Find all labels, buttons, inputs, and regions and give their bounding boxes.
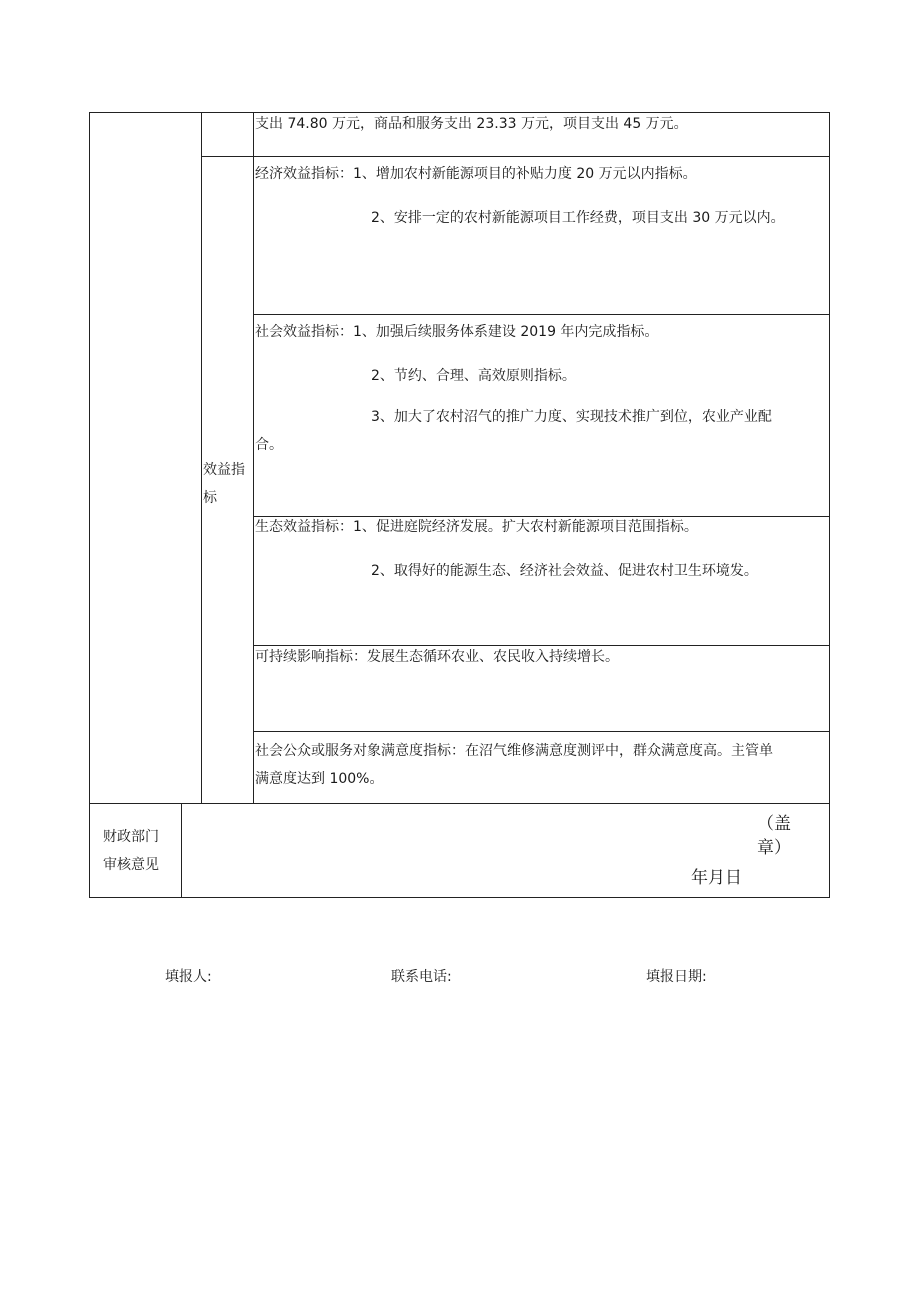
economic-indicator-2: 2、安排一定的农村新能源项目工作经费，项目支出 30 万元以内。 [371,210,785,226]
table-bottom-border [89,897,830,898]
row-divider [253,314,830,315]
review-date: 年月日 [691,868,742,888]
contact-phone-label: 联系电话: [391,969,452,985]
seal-text-2: 章） [757,838,791,858]
row-divider [89,803,830,804]
social-indicator-3-cont: 合。 [255,437,283,453]
row-divider [253,731,830,732]
table-left-border [89,112,90,897]
finance-review-label: 财政部门 [103,829,159,845]
report-date-label: 填报日期: [646,969,707,985]
row-divider [201,156,830,157]
benefit-indicator-label: 效益指 [203,462,245,478]
col-divider [201,112,202,803]
satisfaction-indicator: 社会公众或服务对象满意度指标：在沼气维修满意度测评中，群众满意度高。主管单 [255,743,773,759]
col-divider [181,803,182,897]
row-divider [253,645,830,646]
satisfaction-indicator-cont: 满意度达到 100%。 [255,771,384,787]
finance-review-label-2: 审核意见 [103,857,159,873]
filler-label: 填报人: [165,969,212,985]
seal-text: （盖 [757,814,791,834]
economic-indicator-1: 经济效益指标：1、增加农村新能源项目的补贴力度 20 万元以内指标。 [255,166,697,182]
table-right-border [829,112,830,897]
social-indicator-3: 3、加大了农村沼气的推广力度、实现技术推广到位，农业产业配 [371,409,772,425]
expenditure-text: 支出 74.80 万元，商品和服务支出 23.33 万元，项目支出 45 万元。 [255,116,688,132]
ecological-indicator-1: 生态效益指标：1、促进庭院经济发展。扩大农村新能源项目范围指标。 [255,519,698,535]
social-indicator-2: 2、节约、合理、高效原则指标。 [371,368,576,384]
social-indicator-1: 社会效益指标：1、加强后续服务体系建设 2019 年内完成指标。 [255,324,659,340]
col-divider [253,112,254,803]
sustainable-indicator: 可持续影响指标：发展生态循环农业、农民收入持续增长。 [255,649,619,665]
benefit-indicator-label-2: 标 [203,490,217,506]
ecological-indicator-2: 2、取得好的能源生态、经济社会效益、促进农村卫生环境发。 [371,563,758,579]
